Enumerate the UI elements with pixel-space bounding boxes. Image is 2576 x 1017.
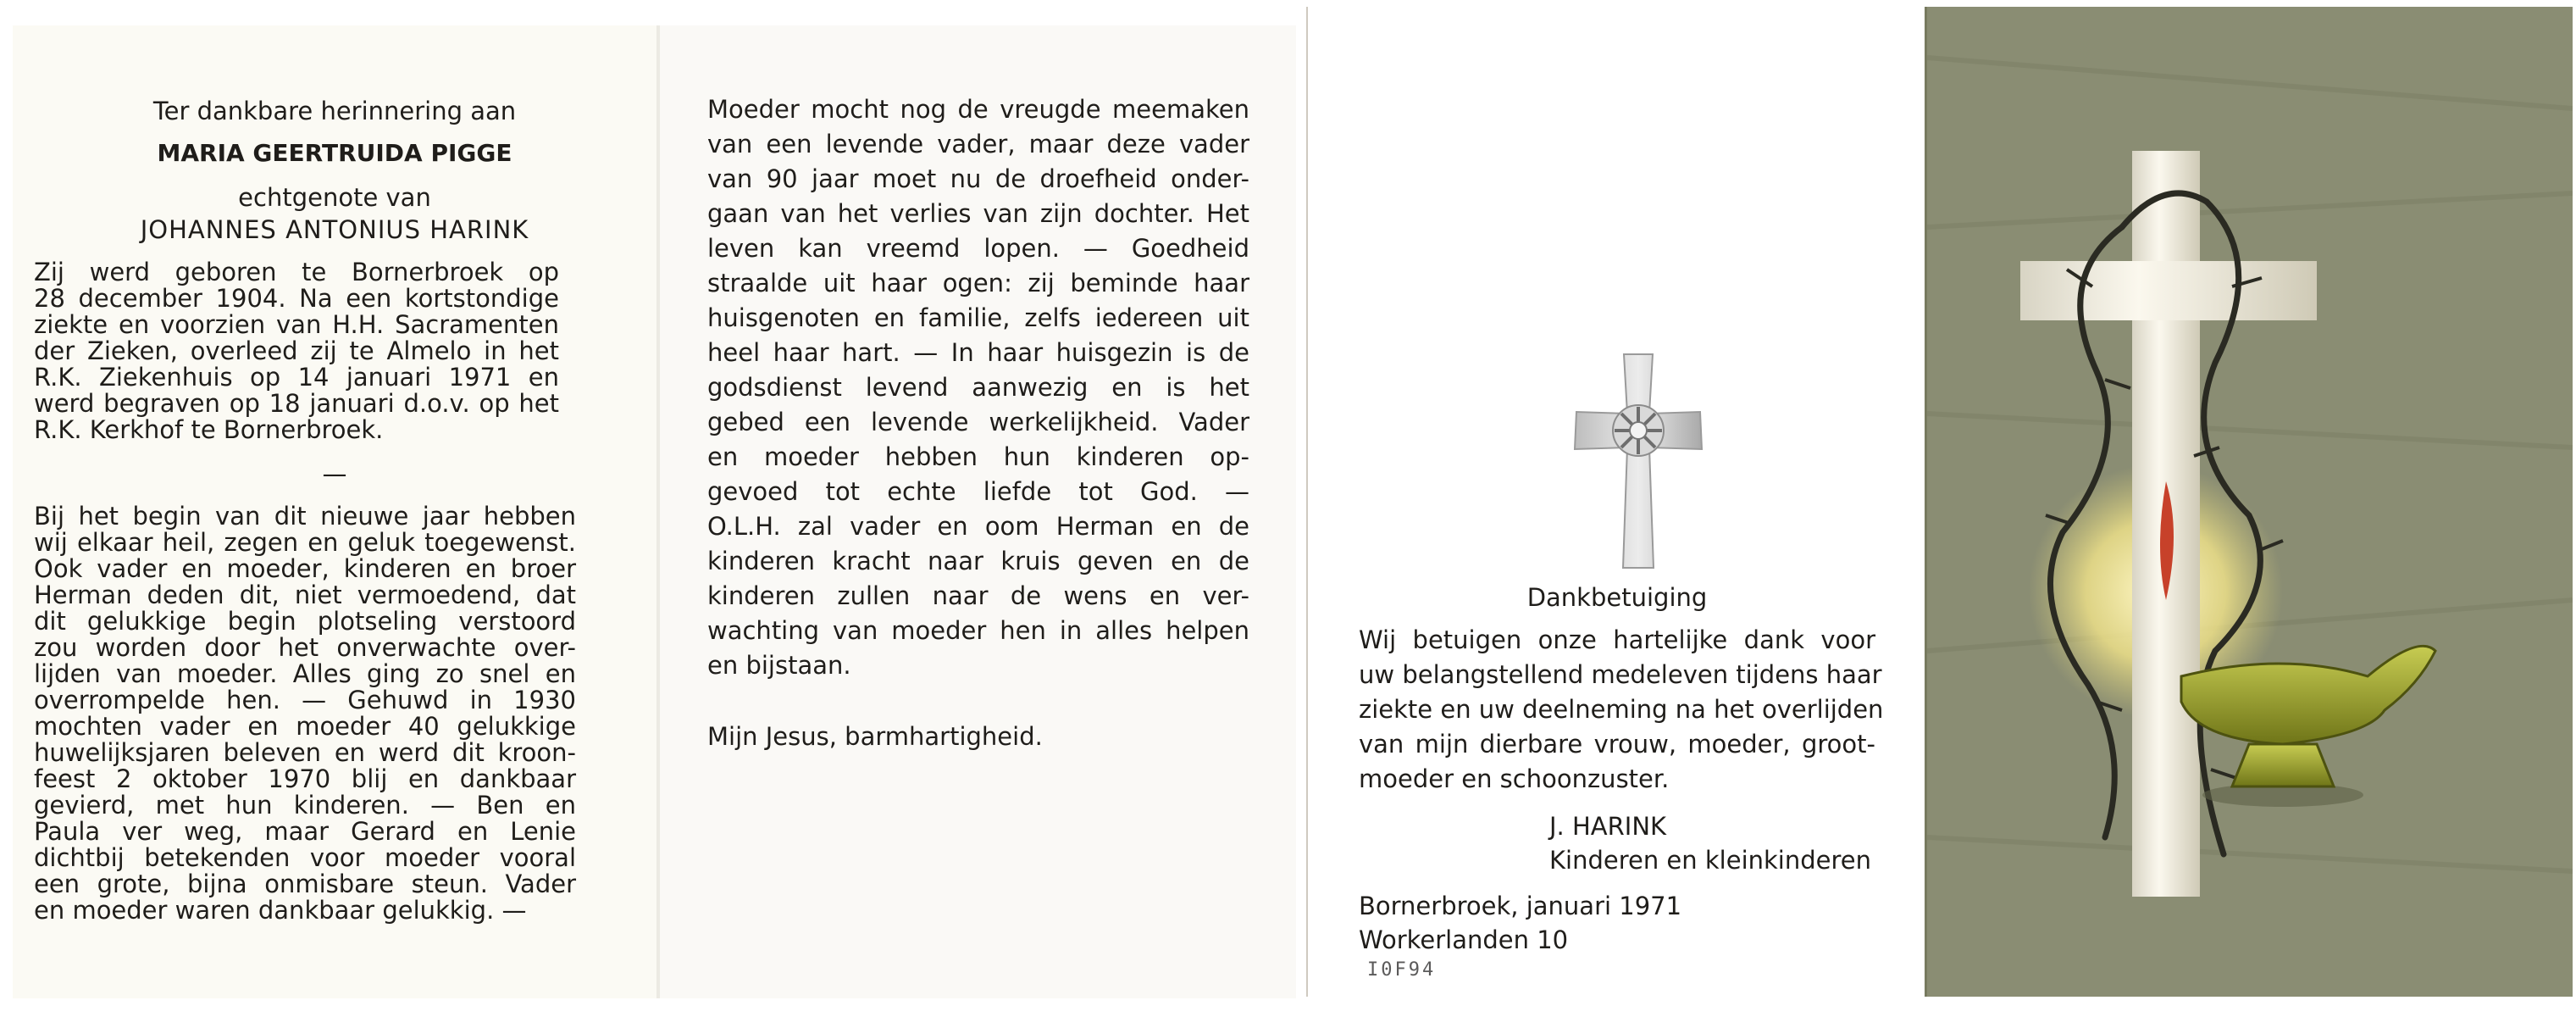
text-line: heel haar hart. — In haar huisgezin is de	[707, 338, 1249, 367]
section-divider: —	[322, 459, 347, 488]
cross-emblem-icon	[1566, 346, 1710, 575]
text-line: kinderen zullen naar de wens en ver-	[707, 581, 1249, 610]
text-line: Herman deden dit, niet vermoedend, dat	[34, 581, 576, 609]
text-line: der Zieken, overleed zij te Almelo in het	[34, 336, 559, 365]
text-line: dit gelukkige begin plotseling verstoord	[34, 607, 576, 636]
text-line: een grote, bijna onmisbare steun. Vader	[34, 870, 576, 898]
text-line: en moeder hebben hun kinderen op-	[707, 442, 1249, 471]
middle-page	[656, 25, 1296, 998]
text-line: R.K. Kerkhof te Bornerbroek.	[34, 415, 384, 444]
cross-lamp-painting	[1927, 7, 2573, 997]
text-line: Wij betuigen onze hartelijke dank voor	[1359, 625, 1875, 654]
intro-line: Ter dankbare herinnering aan	[152, 97, 517, 125]
text-line: gevierd, met hun kinderen. — Ben en	[34, 791, 576, 820]
text-line: wachting van moeder hen in alles helpen	[707, 616, 1249, 645]
text-line: overrompelde hen. — Gehuwd in 1930	[34, 686, 576, 714]
text-line: en moeder waren dankbaar gelukkig. —	[34, 896, 527, 925]
place-date: Bornerbroek, januari 1971	[1359, 892, 1682, 920]
text-line: straalde uit haar ogen: zij beminde haar	[707, 269, 1249, 297]
text-line: godsdienst levend aanwezig en is het	[707, 373, 1249, 402]
text-line: zou worden door het onverwachte over-	[34, 633, 576, 662]
text-line: O.L.H. zal vader en oom Herman en de	[707, 512, 1249, 541]
deceased-name: MARIA GEERTRUIDA PIGGE	[157, 139, 512, 167]
signature-family: Kinderen en kleinkinderen	[1549, 846, 1871, 875]
text-line: mochten vader en moeder 40 gelukkige	[34, 712, 576, 741]
text-line: huisgenoten en familie, zelfs iedereen uit	[707, 303, 1249, 332]
print-stamp: I0F94	[1367, 959, 1437, 981]
text-line: leven kan vreemd lopen. — Goedheid	[707, 234, 1249, 263]
text-line: lijden van moeder. Alles ging zo snel en	[34, 659, 576, 688]
text-line: wij elkaar heil, zegen en geluk toegewenst.	[34, 528, 576, 557]
text-line: kinderen kracht naar kruis geven en de	[707, 547, 1249, 575]
signature-name: J. HARINK	[1549, 812, 1667, 841]
spouse-name: JOHANNES ANTONIUS HARINK	[140, 215, 529, 244]
text-line: en bijstaan.	[707, 651, 851, 680]
text-line: Ook vader en moeder, kinderen en broer	[34, 554, 576, 583]
text-line: dichtbij betekenden voor moeder vooral	[34, 843, 576, 872]
text-line: van mijn dierbare vrouw, moeder, groot-	[1359, 730, 1875, 759]
text-line: R.K. Ziekenhuis op 14 januari 1971 en	[34, 363, 559, 392]
text-line: 28 december 1904. Na een kortstondige	[34, 284, 559, 313]
text-line: werd begraven op 18 januari d.o.v. op het	[34, 389, 559, 418]
text-line: Bij het begin van dit nieuwe jaar hebben	[34, 502, 576, 531]
text-line: gaan van het verlies van zijn dochter. Het	[707, 199, 1249, 228]
prayer-line: Mijn Jesus, barmhartigheid.	[707, 722, 1043, 751]
text-line: ziekte en voorzien van H.H. Sacramenten	[34, 310, 559, 339]
text-line: Zij werd geboren te Bornerbroek op	[34, 258, 559, 286]
text-line: feest 2 oktober 1970 blij en dankbaar	[34, 764, 576, 793]
left-page	[13, 25, 656, 998]
text-line: Paula ver weg, maar Gerard en Lenie	[34, 817, 576, 846]
thanks-page	[1306, 7, 1926, 997]
text-line: gebed een levende werkelijkheid. Vader	[707, 408, 1249, 436]
text-line: gevoed tot echte liefde tot God. —	[707, 477, 1249, 506]
devotional-painting	[1925, 7, 2573, 997]
text-line: uw belangstellend medeleven tijdens haar	[1359, 660, 1882, 689]
text-line: ziekte en uw deelneming na het overlijden	[1359, 695, 1884, 724]
text-line: moeder en schoonzuster.	[1359, 764, 1670, 793]
text-line: Moeder mocht nog de vreugde meemaken	[707, 95, 1249, 124]
text-line: huwelijksjaren beleven en werd dit kroon-	[34, 738, 576, 767]
address: Workerlanden 10	[1359, 925, 1569, 954]
spouse-label: echtgenote van	[238, 183, 431, 212]
text-line: van 90 jaar moet nu de droefheid onder-	[707, 164, 1249, 193]
text-line: van een levende vader, maar deze vader	[707, 130, 1249, 158]
thanks-heading: Dankbetuiging	[1526, 583, 1708, 612]
